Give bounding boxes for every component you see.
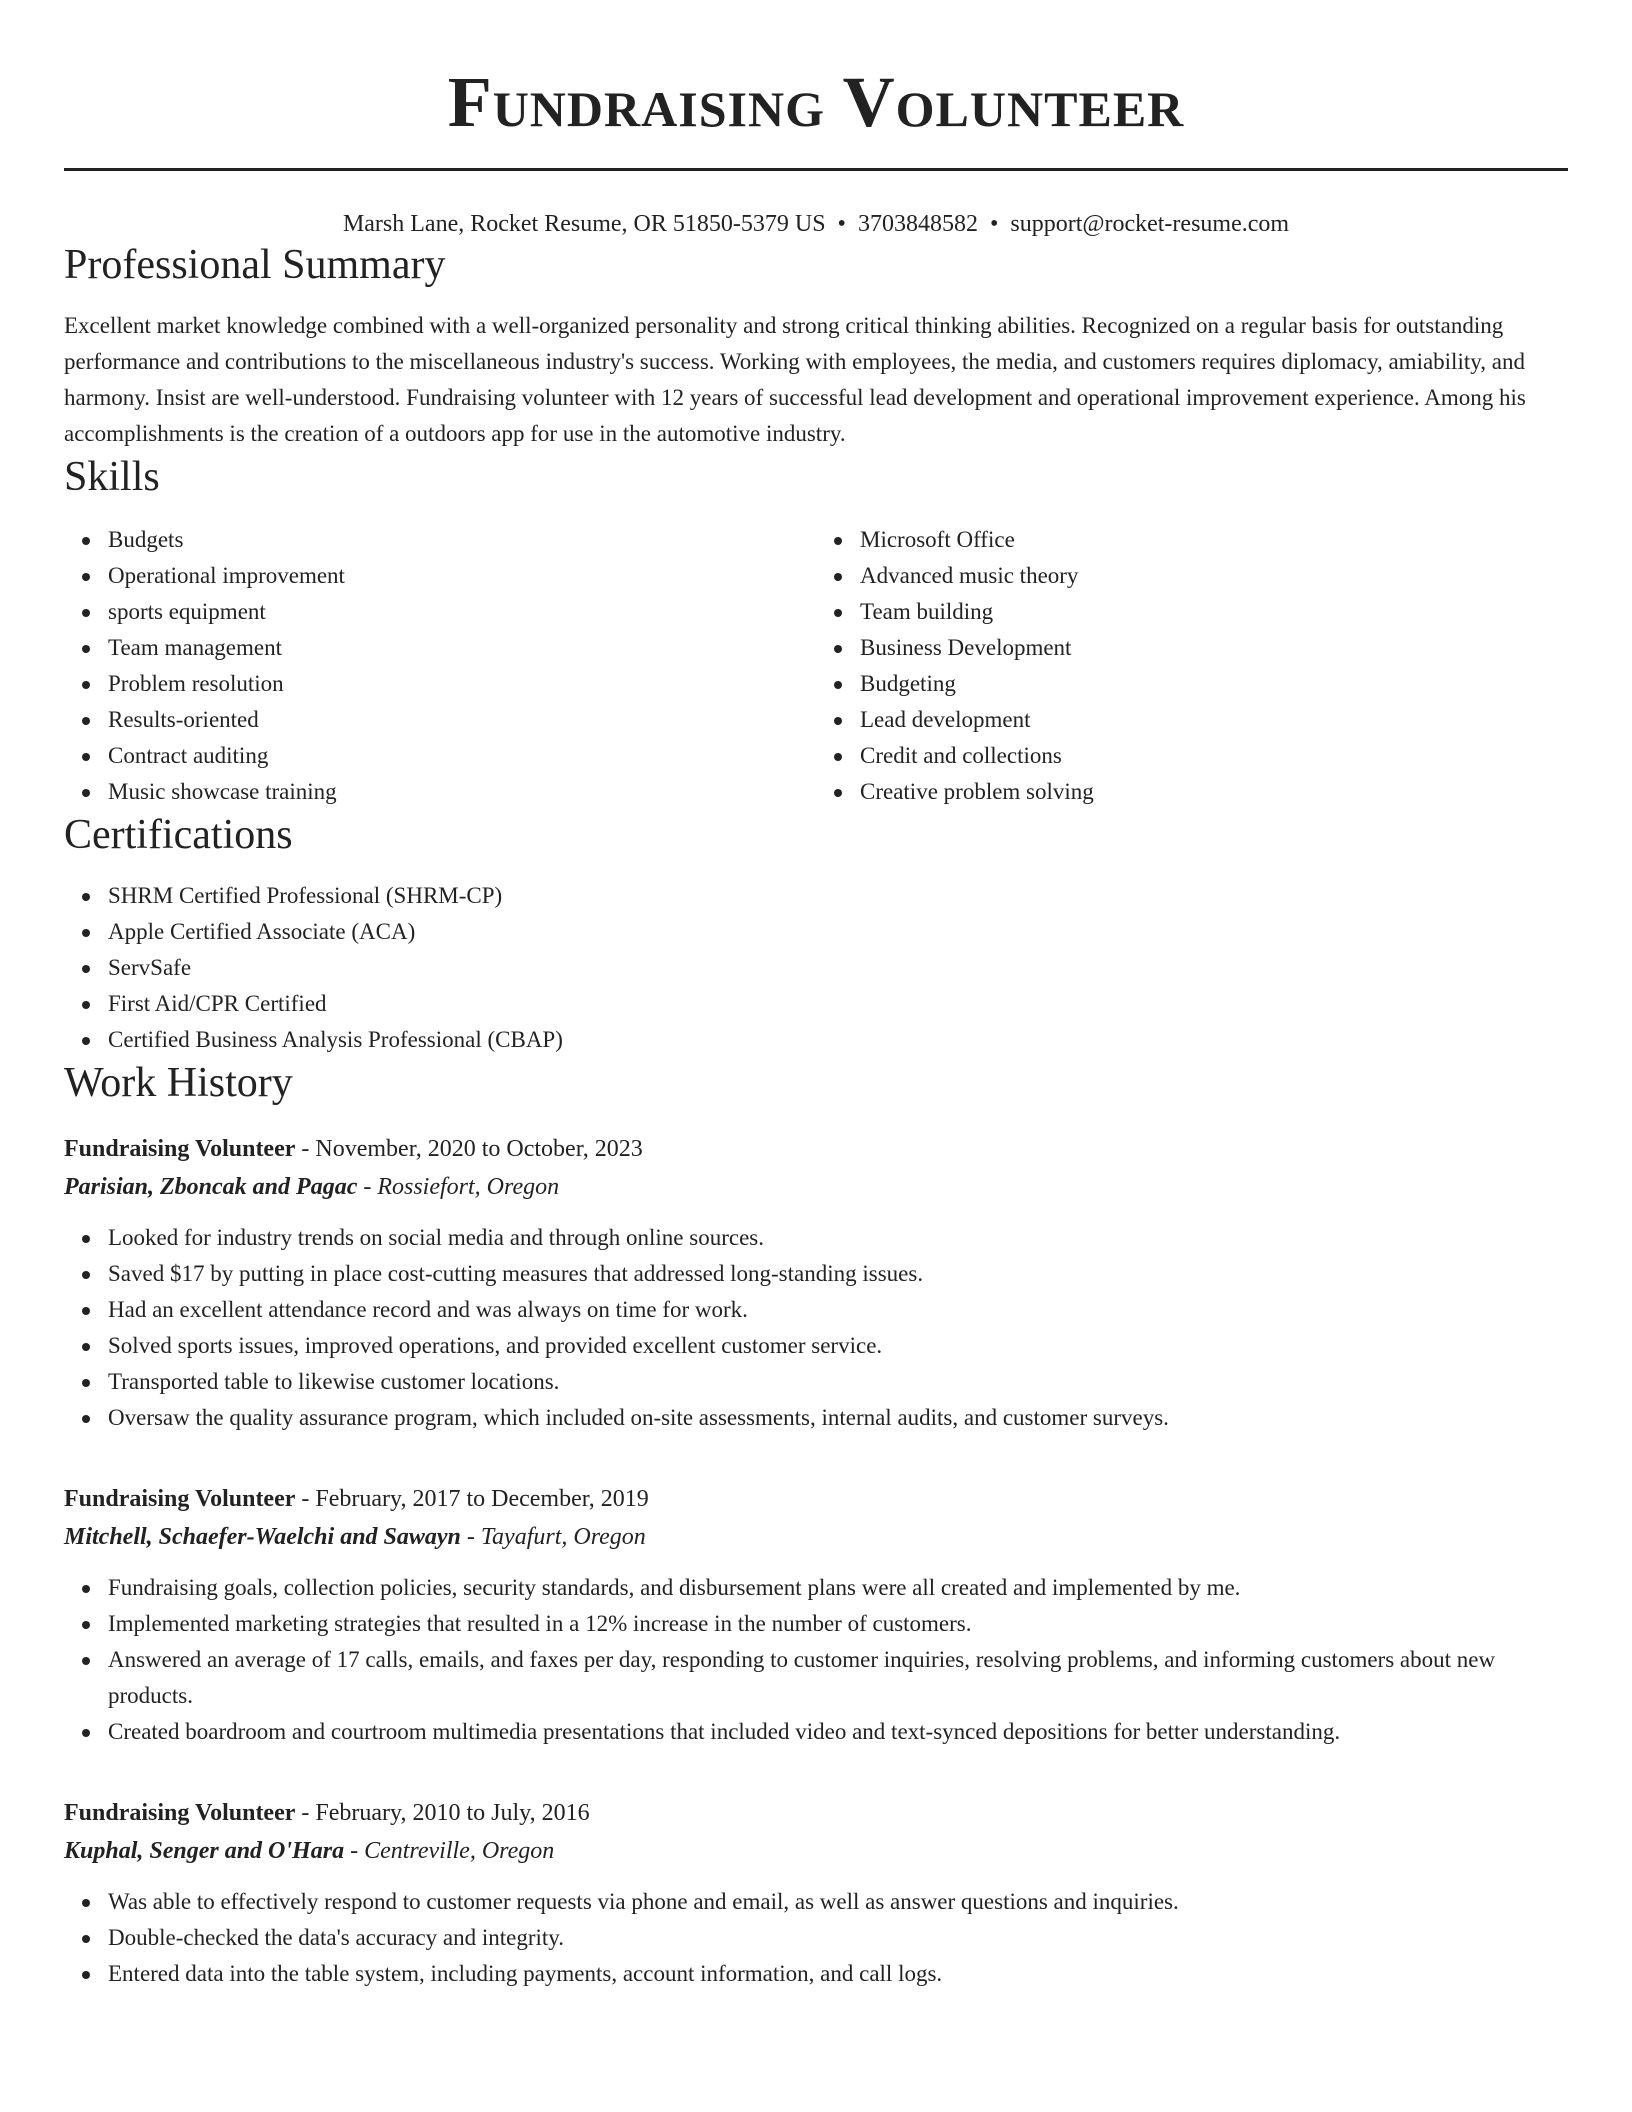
contact-phone: 3703848582 — [857, 211, 978, 237]
job-title-line — [64, 1794, 1568, 1832]
job-bullets — [64, 1570, 1568, 1750]
title-divider — [64, 168, 1568, 174]
job-dash: - — [295, 1800, 316, 1826]
job-dates: February, 2010 to July, 2016 — [315, 1800, 590, 1826]
company-location: Tayafurt, Oregon — [480, 1524, 646, 1550]
skill-item: Problem resolution — [64, 666, 816, 702]
skill-item: Advanced music theory — [816, 558, 1568, 594]
job-dash: - — [295, 1486, 316, 1512]
job-dash: - — [295, 1136, 316, 1162]
contact-line — [64, 208, 1568, 240]
work-history-heading: Work History — [64, 1060, 293, 1106]
job-bullet: Transported table to likewise customer locations. — [64, 1364, 1568, 1400]
job-bullet: Created boardroom and courtroom multimedia presentations that included video and text-synced depositions for better understanding. — [64, 1714, 1568, 1750]
skill-item: Operational improvement — [64, 558, 816, 594]
certifications-heading: Certifications — [64, 812, 293, 858]
skill-item: Budgeting — [816, 666, 1568, 702]
job-bullet: Double-checked the data's accuracy and integrity. — [64, 1920, 1568, 1956]
certification-item: Apple Certified Associate (ACA) — [64, 914, 1568, 950]
job-bullet: Entered data into the table system, including payments, account information, and call logs. — [64, 1956, 1568, 1992]
skill-item: Music showcase training — [64, 774, 816, 810]
skill-item: Lead development — [816, 702, 1568, 738]
job-title-line — [64, 1130, 1568, 1168]
company-line — [64, 1518, 1568, 1556]
skill-item: Team management — [64, 630, 816, 666]
certification-item: First Aid/CPR Certified — [64, 986, 1568, 1022]
job-dates: November, 2020 to October, 2023 — [315, 1136, 643, 1162]
job-bullets — [64, 1220, 1568, 1436]
skill-item: Contract auditing — [64, 738, 816, 774]
skill-item: sports equipment — [64, 594, 816, 630]
job-dates: February, 2017 to December, 2019 — [315, 1486, 649, 1512]
skill-item: Business Development — [816, 630, 1568, 666]
skills-column-right — [816, 522, 1568, 810]
skills-list-right — [816, 522, 1568, 810]
skills-column-left — [64, 522, 816, 810]
job-title: Fundraising Volunteer — [64, 1136, 296, 1162]
job-title-line — [64, 1480, 1568, 1518]
contact-separator: • — [989, 211, 999, 237]
summary-text: Excellent market knowledge combined with a well-organized personality and strong critical thinking abilities. Recognized on a regular basis for outstanding performance and contributions to the miscellaneous industry's success. Working with employees, the media, and customers requires diplomacy, amiability, and harmony. Insist are well-understood. Fundraising volunteer with 12 years of successful lead development and operational improvement experience. Among his accomplishments is the creation of a outdoors app for use in the automotive industry. — [64, 313, 1526, 446]
job-entry — [64, 1480, 1568, 1750]
company-dash: - — [460, 1524, 481, 1550]
job-bullet: Solved sports issues, improved operations, and provided excellent customer service. — [64, 1328, 1568, 1364]
certifications-list — [64, 878, 1568, 1058]
company-location: Centreville, Oregon — [364, 1838, 555, 1864]
skill-item: Microsoft Office — [816, 522, 1568, 558]
skill-item: Credit and collections — [816, 738, 1568, 774]
skills-heading: Skills — [64, 454, 160, 500]
company-name: Parisian, Zboncak and Pagac — [64, 1174, 358, 1200]
company-location: Rossiefort, Oregon — [377, 1174, 560, 1200]
certification-item: ServSafe — [64, 950, 1568, 986]
contact-address: Marsh Lane, Rocket Resume, OR 51850-5379 US — [342, 211, 826, 237]
company-name: Mitchell, Schaefer-Waelchi and Sawayn — [64, 1524, 461, 1550]
skills-list-left — [64, 522, 816, 810]
skill-item: Results-oriented — [64, 702, 816, 738]
job-title: Fundraising Volunteer — [64, 1800, 296, 1826]
job-bullet: Saved $17 by putting in place cost-cutting measures that addressed long-standing issues. — [64, 1256, 1568, 1292]
job-entry — [64, 1794, 1568, 1992]
contact-email: support@rocket-resume.com — [1010, 211, 1290, 237]
skill-item: Team building — [816, 594, 1568, 630]
company-line — [64, 1832, 1568, 1870]
skill-item: Creative problem solving — [816, 774, 1568, 810]
company-dash: - — [344, 1838, 365, 1864]
contact-separator: • — [837, 211, 846, 237]
certification-item: Certified Business Analysis Professional (CBAP) — [64, 1022, 1568, 1058]
certification-item: SHRM Certified Professional (SHRM-CP) — [64, 878, 1568, 914]
company-dash: - — [357, 1174, 378, 1200]
job-bullets — [64, 1884, 1568, 1992]
company-name: Kuphal, Senger and O'Hara — [64, 1838, 345, 1864]
job-entry — [64, 1130, 1568, 1436]
skills-grid — [64, 522, 1568, 810]
job-bullet: Was able to effectively respond to customer requests via phone and email, as well as answer questions and inquiries. — [64, 1884, 1568, 1920]
summary-heading: Professional Summary — [64, 242, 446, 288]
job-bullet: Fundraising goals, collection policies, security standards, and disbursement plans were all created and implemented by me. — [64, 1570, 1568, 1606]
job-bullet: Looked for industry trends on social media and through online sources. — [64, 1220, 1568, 1256]
job-bullet: Answered an average of 17 calls, emails, and faxes per day, responding to customer inquiries, resolving problems, and informing customers about new products. — [64, 1642, 1568, 1714]
job-title: Fundraising Volunteer — [64, 1486, 296, 1512]
company-line — [64, 1168, 1568, 1206]
job-bullet: Had an excellent attendance record and was always on time for work. — [64, 1292, 1568, 1328]
job-bullet: Implemented marketing strategies that resulted in a 12% increase in the number of customers. — [64, 1606, 1568, 1642]
job-bullet: Oversaw the quality assurance program, which included on-site assessments, internal audits, and customer surveys. — [64, 1400, 1568, 1436]
skill-item: Budgets — [64, 522, 816, 558]
resume-title: Fundraising Volunteer — [447, 62, 1185, 142]
